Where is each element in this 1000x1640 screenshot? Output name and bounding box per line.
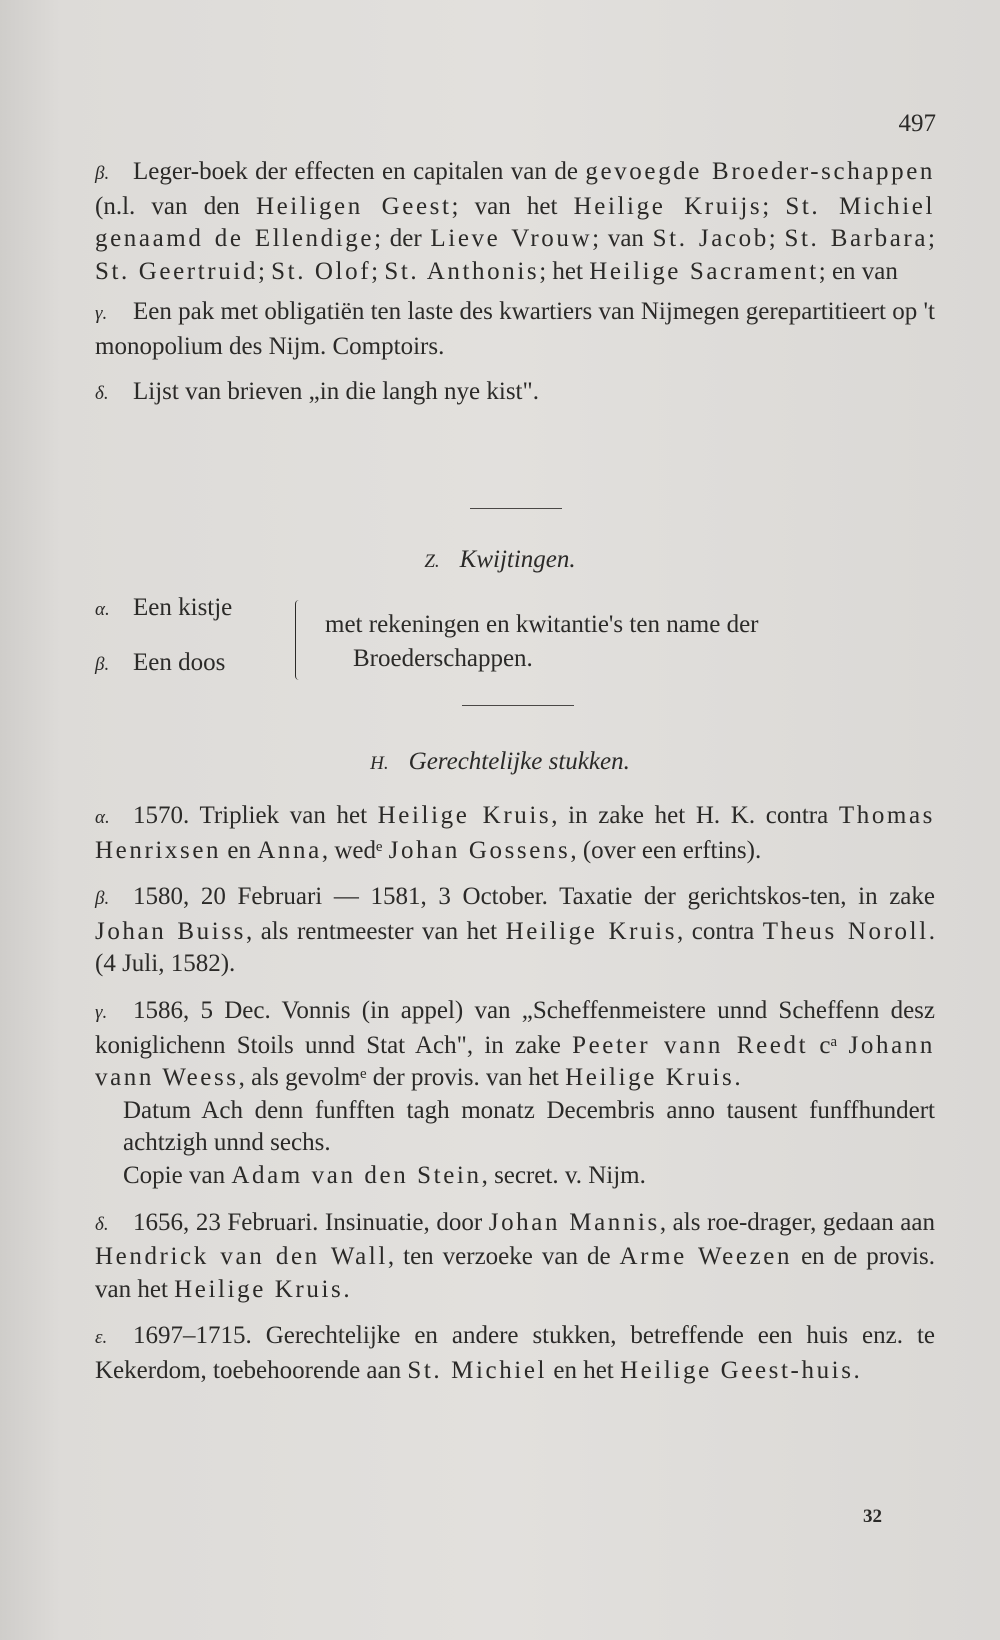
item-h-alpha: α. 1570. Tripliek van het Heilige Kruis, in zake het H. K. contra Thomas Henrixsen en Anna, wedᵉ Johan Gossens, (over een erftins). bbox=[95, 802, 935, 864]
item-letter: β. bbox=[95, 888, 110, 910]
item-f-delta: δ. Lijst van brieven „in die langh nye kist". bbox=[95, 376, 935, 411]
copy-suffix: , secret. v. Nijm. bbox=[481, 1161, 646, 1189]
section-z-shared-text: met rekeningen en kwitantie's ten name der Broederschappen. bbox=[325, 611, 759, 672]
page-number: 497 bbox=[898, 110, 936, 137]
section-f-items bbox=[95, 156, 935, 410]
list-item: α. Een kistje bbox=[95, 594, 233, 621]
copy-prefix: Copie van bbox=[123, 1161, 232, 1189]
item-h-gamma-date: Datum Ach denn funfften tagh monatz Decembris anno tausent funffhundert achtzigh unnd sechs. bbox=[123, 1096, 935, 1157]
item-letter: γ. bbox=[95, 1001, 108, 1023]
item-h-beta: β. 1580, 20 Februari — 1581, 3 October. Taxatie der gerichtskos-ten, in zake Johan Buiss, als rentmeester van het Heilige Kruis, contra Theus Noroll. (4 Juli, 1582). bbox=[95, 883, 935, 978]
section-letter: H. bbox=[370, 753, 389, 774]
item-letter: γ. bbox=[95, 303, 108, 325]
section-h-heading bbox=[0, 748, 1000, 776]
section-title: Kwijtingen. bbox=[459, 546, 576, 573]
item-h-gamma-copy bbox=[95, 1160, 935, 1193]
brace-icon bbox=[295, 600, 304, 680]
item-h-gamma: γ. 1586, 5 Dec. Vonnis (in appel) van „Scheffenmeistere unnd Scheffenn desz koniglichenn Stoils unnd Stat Ach", in zake Peeter vann Reedt cᵃ Johann vann Weess, als gevolmᵉ der provis. van het Heilige Kruis. bbox=[95, 996, 935, 1092]
item-h-delta: δ. 1656, 23 Februari. Insinuatie, door Johan Mannis, als roe-drager, gedaan aan Hendrick van den Wall, ten verzoeke van de Arme Weezen en de provis. van het Heilige Kruis. bbox=[95, 1208, 935, 1303]
item-f-beta: β. Leger-boek der effecten en capitalen van de gevoegde Broeder-schappen (n.l. van den Heiligen Geest; van het Heilige Kruijs; St. Michiel genaamd de Ellendige; der Lieve Vrouw; van St. Jacob; St. Barbara; St. Geertruid; St. Olof; St. Anthonis; het Heilige Sacrament; en van bbox=[95, 158, 935, 285]
section-z-items bbox=[95, 594, 232, 704]
item-f-gamma: γ. Een pak met obligatiën ten laste des kwartiers van Nijmegen gerepartitieert op 't monopolium des Nijm. Comptoirs. bbox=[95, 298, 935, 360]
section-divider bbox=[462, 705, 574, 706]
section-divider bbox=[470, 508, 562, 509]
item-letter: ε. bbox=[95, 1327, 108, 1349]
item-letter: β. bbox=[95, 163, 110, 184]
signature-mark: 32 bbox=[863, 1506, 882, 1527]
item-letter: α. bbox=[95, 807, 110, 828]
section-h-items bbox=[95, 800, 935, 1388]
item-letter: δ. bbox=[95, 1213, 109, 1235]
section-letter: Z. bbox=[424, 551, 440, 572]
item-h-epsilon: ε. 1697–1715. Gerechtelijke en andere stukken, betreffende een huis enz. te Kekerdom, toebehoorende aan St. Michiel en het Heilige Geest-huis. bbox=[95, 1322, 935, 1384]
list-item: β. Een doos bbox=[95, 649, 226, 676]
copy-name: Adam van den Stein bbox=[231, 1161, 482, 1189]
item-letter: δ. bbox=[95, 382, 109, 404]
section-title: Gerechtelijke stukken. bbox=[408, 748, 630, 775]
section-z-heading bbox=[0, 546, 1000, 574]
